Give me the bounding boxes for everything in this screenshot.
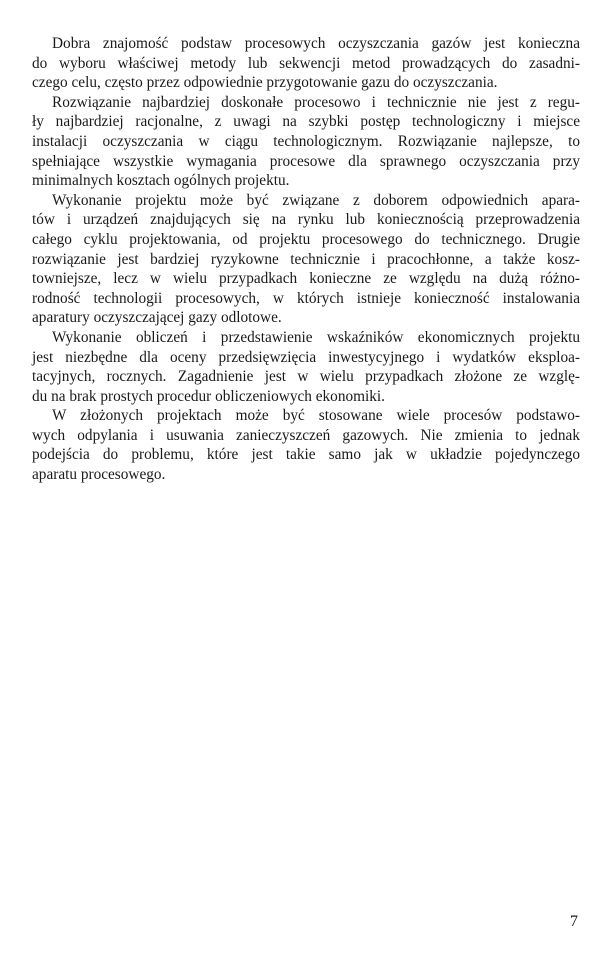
text-line: Wykonanie projektu może być związane z doborem odpowiednich apara-	[52, 191, 580, 209]
text-line: Dobra znajomość podstaw procesowych oczyszczania gazów jest konieczna	[52, 35, 580, 52]
page-number: 7	[570, 913, 578, 930]
text-line: do wyboru właściwej metody lub sekwencji metod prowadzących do zasadni-	[32, 54, 580, 72]
text-line: du na brak prostych procedur obliczeniowych ekonomiki.	[32, 387, 386, 405]
text-line: ły najbardziej racjonalne, z uwagi na szybki postęp technologiczny i miejsce	[32, 113, 580, 131]
text-line: minimalnych kosztach ogólnych projektu.	[32, 172, 290, 190]
paragraph-4	[32, 328, 580, 406]
text-line: czego celu, często przez odpowiednie przygotowanie gazu do oczyszczania.	[32, 74, 498, 92]
text-line: tów i urządzeń znajdujących się na rynku lub koniecznością przeprowadzenia	[32, 211, 580, 229]
paragraph-5	[32, 406, 580, 484]
text-line: instalacji oczyszczania w ciągu technologicznym. Rozwiązanie najlepsze, to	[32, 132, 580, 150]
paragraph-1	[32, 34, 580, 93]
text-line: całego cyklu projektowania, od projektu procesowego do technicznego. Drugie	[32, 230, 580, 248]
body-text	[32, 34, 580, 485]
text-line: tacyjnych, rocznych. Zagadnienie jest w wielu przypadkach złożone ze wzglę-	[32, 368, 580, 386]
paragraph-3	[32, 191, 580, 328]
text-line: W złożonych projektach może być stosowane wiele procesów podstawo-	[52, 407, 580, 425]
text-line: jest niezbędne dla oceny przedsięwzięcia inwestycyjnego i wydatków eksploa-	[32, 348, 580, 366]
text-line: spełniające wszystkie wymagania procesowe dla sprawnego oczyszczania przy	[32, 152, 580, 170]
text-line: podejścia do problemu, które jest takie samo jak w układzie pojedynczego	[32, 446, 580, 464]
text-line: wych odpylania i usuwania zanieczyszczeń gazowych. Nie zmienia to jednak	[32, 426, 580, 444]
paragraph-2	[32, 93, 580, 191]
text-line: rozwiązanie jest bardziej ryzykowne technicznie i pracochłonne, a także kosz-	[32, 250, 580, 268]
text-line: rodność technologii procesowych, w których istnieje konieczność instalowania	[32, 289, 580, 307]
text-line: Rozwiązanie najbardziej doskonałe procesowo i technicznie nie jest z regu-	[52, 93, 580, 111]
text-line: aparatury oczyszczającej gazy odlotowe.	[32, 309, 282, 327]
text-line: Wykonanie obliczeń i przedstawienie wskaźników ekonomicznych projektu	[52, 328, 580, 346]
text-line: towniejsze, lecz w wielu przypadkach konieczne ze względu na dużą różno-	[32, 270, 580, 288]
text-line: aparatu procesowego.	[32, 466, 166, 484]
